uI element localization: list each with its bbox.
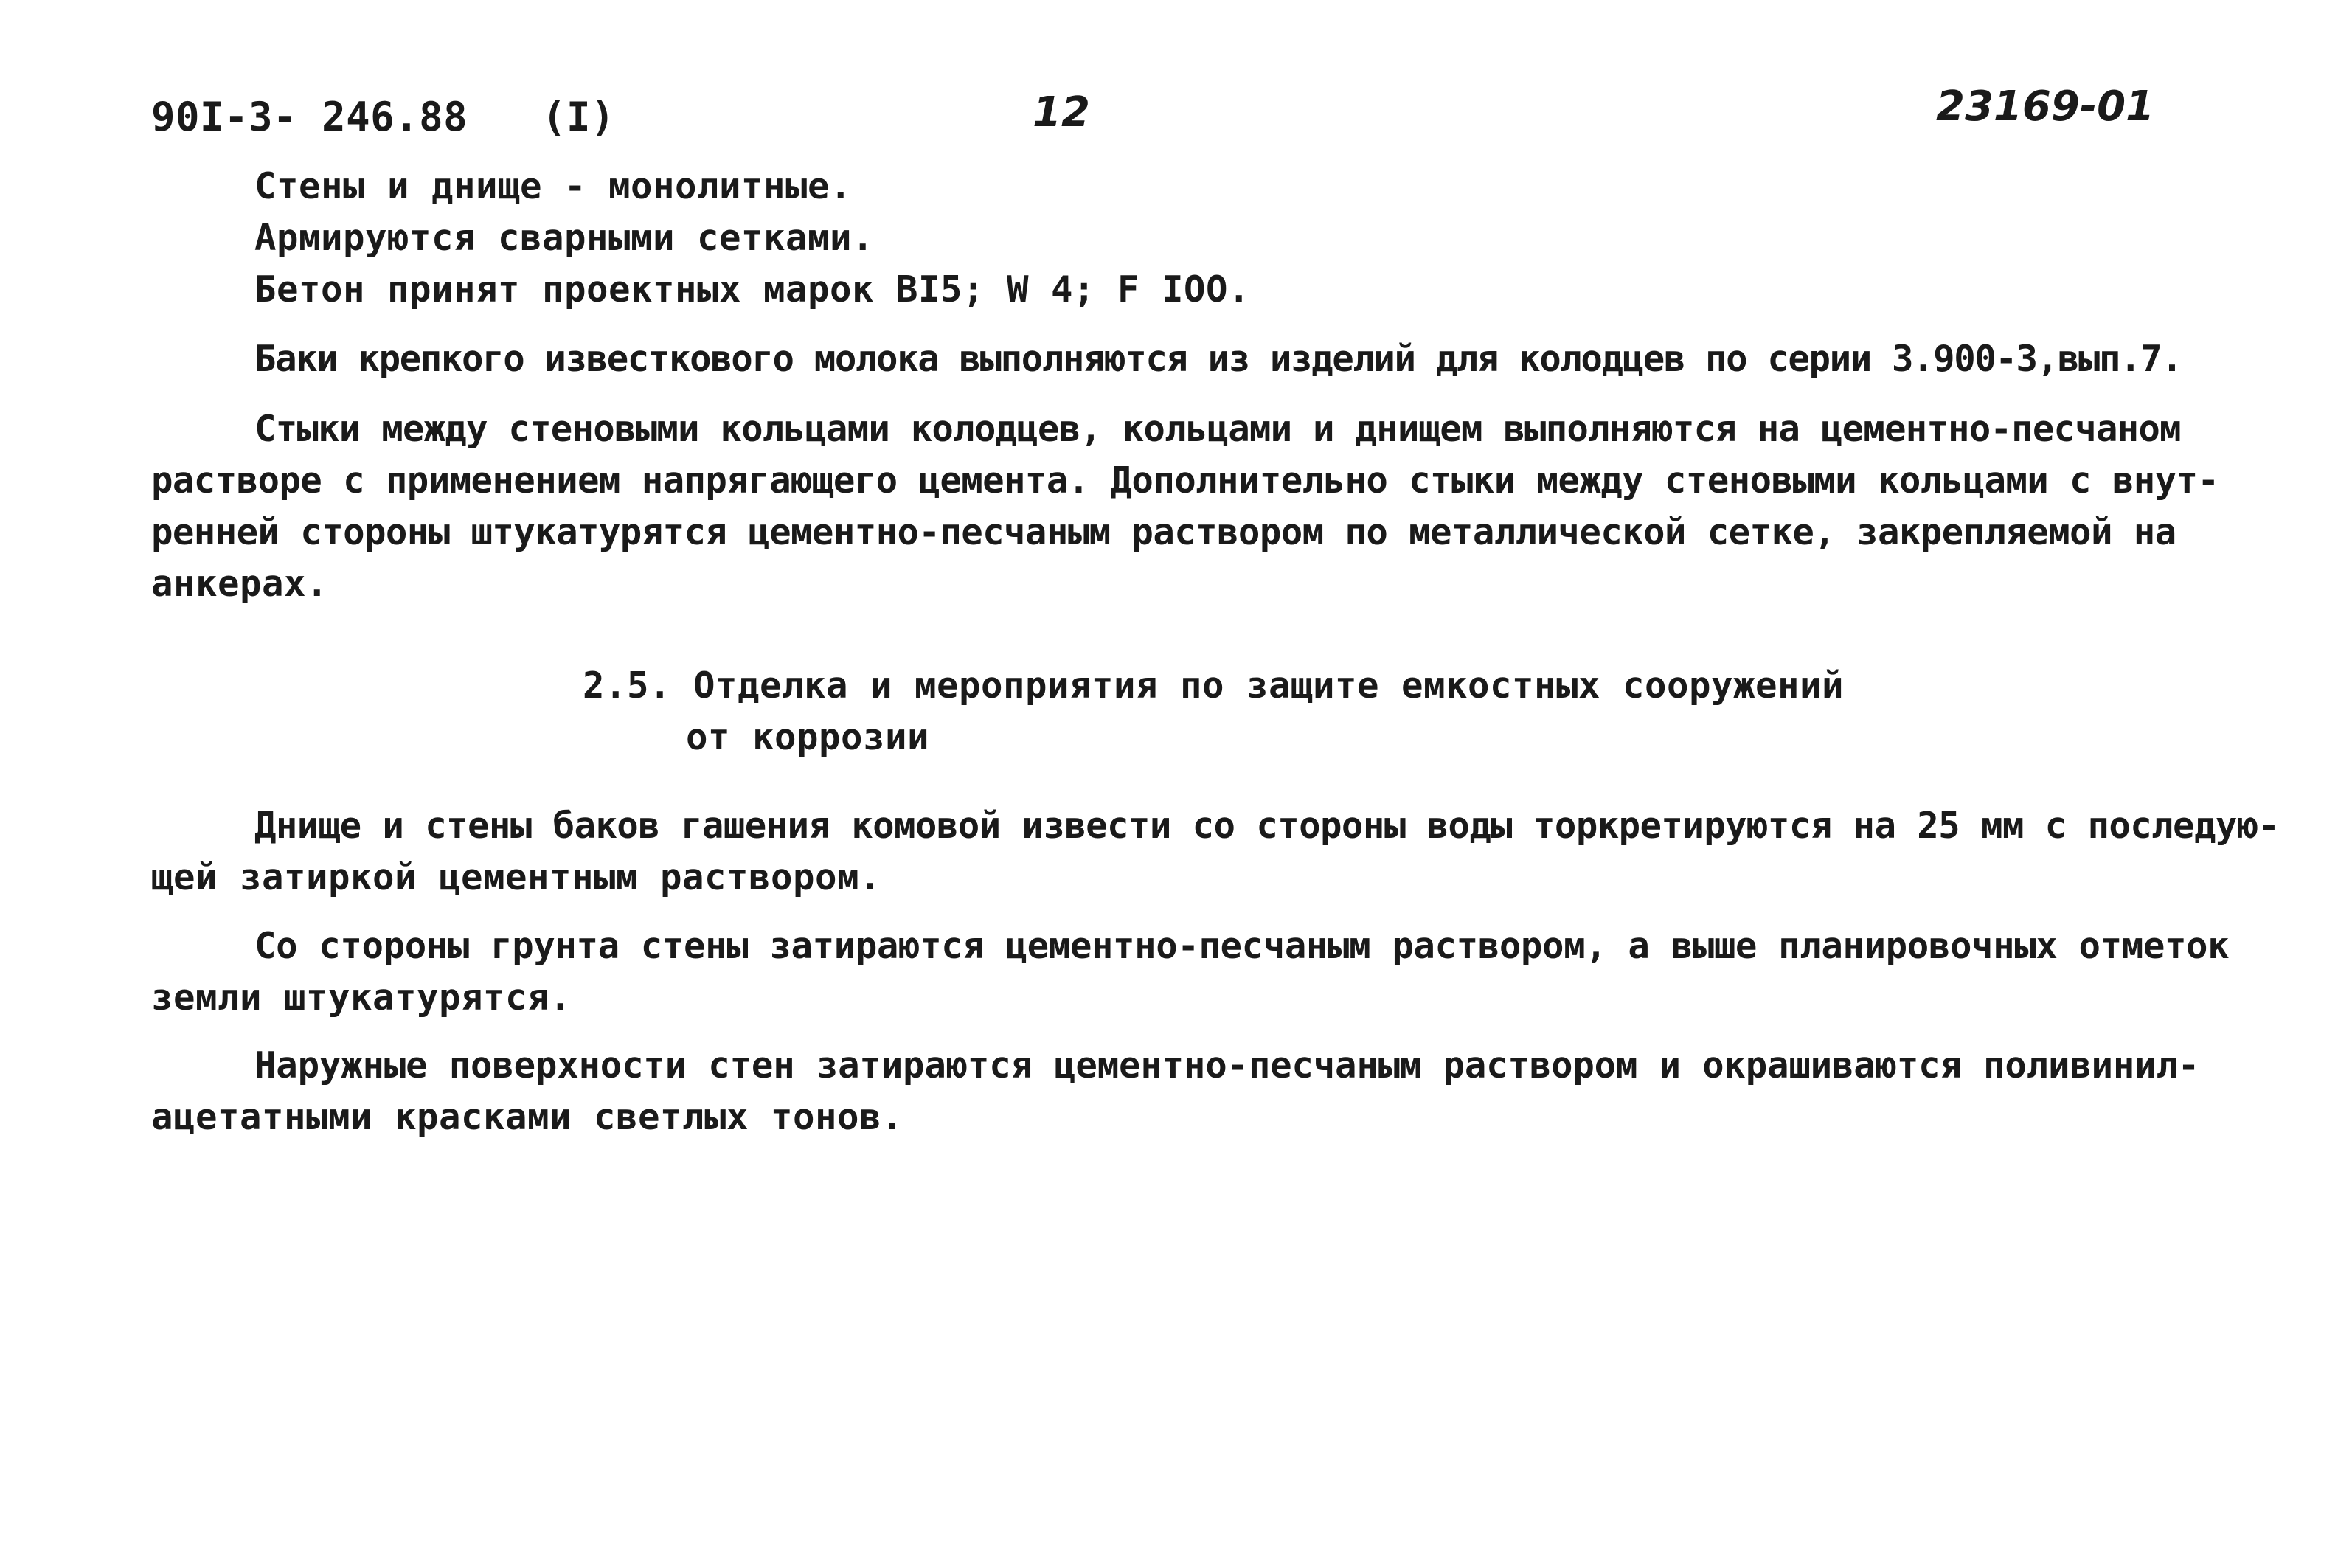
volume-number: (I) (542, 94, 616, 140)
text-line: Стыки между стеновыми кольцами колодцев, кольцами и днищем выполняются на цементно-песчаном (254, 408, 2181, 450)
text-line: Наружные поверхности стен затираются цементно-песчаным раствором и окрашиваются поливинил- (254, 1044, 2200, 1086)
doc-code: 90I-3- 246.88 (151, 94, 468, 140)
text-line: Бетон принят проектных марок BI5; W 4; F IOO. (254, 268, 1251, 311)
text-line: земли штукатурятся. (151, 976, 572, 1019)
text-line: растворе с применением напрягающего цемента. Дополнительно стыки между стеновыми кольцами с внут- (151, 459, 2219, 502)
text-line: Днище и стены баков гашения комовой извести со стороны воды торкретируются на 25 мм с последую- (254, 805, 2280, 847)
section-heading-cont: от коррозии (686, 716, 930, 758)
text-line: щей затиркой цементным раствором. (151, 856, 882, 898)
page-number: 12 (1033, 89, 1090, 136)
text-line: Стены и днище - монолитные. (254, 165, 853, 207)
text-line: ацетатными красками светлых тонов. (151, 1096, 904, 1138)
text-line: ренней стороны штукатурятся цементно-песчаным раствором по металлической сетке, закрепляемой на (151, 511, 2176, 553)
archive-number: 23169-01 (1936, 83, 2154, 131)
text-line: Армируются сварными сетками. (254, 217, 875, 259)
text-line: Баки крепкого известкового молока выполняются из изделий для колодцев по серии 3.900-3,вып.7. (254, 338, 2182, 380)
text-line: анкерах. (151, 563, 329, 605)
section-heading: 2.5. Отделка и мероприятия по защите емкостных сооружений (583, 665, 1845, 707)
text-line: Со стороны грунта стены затираются цементно-песчаным раствором, а выше планировочных отметок (254, 925, 2230, 967)
